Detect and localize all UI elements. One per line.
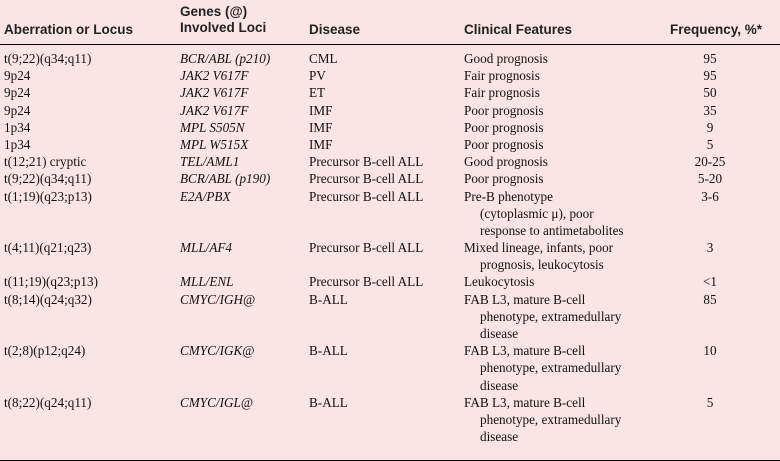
genes-cell: CMYC/IGK@ xyxy=(180,343,255,359)
genes-cell: CMYC/IGL@ xyxy=(180,394,253,410)
header-clinical-features: Clinical Features xyxy=(464,22,573,37)
clinical-feature-line: response to antimetabolites xyxy=(480,222,624,238)
clinical-feature-line: FAB L3, mature B-cell xyxy=(464,343,586,359)
clinical-features-cell xyxy=(464,102,664,119)
aberration-cell: t(12;21) cryptic xyxy=(4,154,87,170)
clinical-feature-line: Poor prognosis xyxy=(464,171,544,187)
header-aberration: Aberration or Locus xyxy=(4,22,134,37)
frequency-cell: 95 xyxy=(703,68,717,84)
clinical-features-cell xyxy=(464,67,664,84)
table-row xyxy=(0,67,780,84)
header-genes: Genes (@) Involved Loci xyxy=(180,4,267,35)
disease-cell: PV xyxy=(309,68,326,84)
aberration-cell: t(11;19)(q23;p13) xyxy=(4,274,99,290)
disease-cell: ET xyxy=(309,85,326,101)
frequency-cell: 10 xyxy=(703,343,717,359)
clinical-feature-line: phenotype, extramedullary xyxy=(480,412,622,428)
clinical-feature-line: (cytoplasmic μ), poor xyxy=(480,205,594,221)
clinical-features-cell xyxy=(464,273,664,290)
clinical-features-cell xyxy=(464,291,664,343)
frequency-cell: 5-20 xyxy=(697,171,723,187)
aberration-cell: t(9;22)(q34;q11) xyxy=(4,171,92,187)
clinical-feature-line: Mixed lineage, infants, poor xyxy=(464,240,614,256)
frequency-cell: 20-25 xyxy=(694,154,726,170)
frequency-cell: 85 xyxy=(703,291,717,307)
genes-cell: E2A/PBX xyxy=(180,188,231,204)
table-row xyxy=(0,188,780,240)
frequency-cell: <1 xyxy=(702,274,718,290)
clinical-feature-line: Poor prognosis xyxy=(464,102,544,118)
clinical-feature-line: prognosis, leukocytosis xyxy=(480,257,604,273)
frequency-cell: 50 xyxy=(703,85,717,101)
table-row xyxy=(0,239,780,273)
aberration-cell: t(4;11)(q21;q23) xyxy=(4,240,92,256)
disease-cell: Precursor B-cell ALL xyxy=(309,274,424,290)
clinical-feature-line: Poor prognosis xyxy=(464,136,544,152)
aberration-cell: t(8;22)(q24;q11) xyxy=(4,394,92,410)
genes-cell: CMYC/IGH@ xyxy=(180,291,256,307)
table-row xyxy=(0,394,780,446)
clinical-features-cell xyxy=(464,188,664,240)
clinical-features-cell xyxy=(464,50,664,67)
table-body xyxy=(0,50,780,445)
disease-cell: Precursor B-cell ALL xyxy=(309,171,424,187)
genes-cell: JAK2 V617F xyxy=(180,85,249,101)
table-row xyxy=(0,50,780,67)
genes-cell: MLL/ENL xyxy=(180,274,234,290)
genes-cell: JAK2 V617F xyxy=(180,68,249,84)
frequency-cell: 35 xyxy=(703,102,717,118)
genes-cell: BCR/ABL (p210) xyxy=(180,51,271,66)
table-row xyxy=(0,273,780,290)
frequency-cell: 3 xyxy=(706,240,714,256)
disease-cell: Precursor B-cell ALL xyxy=(309,240,424,256)
aberration-cell: t(2;8)(p12;q24) xyxy=(4,343,86,359)
clinical-feature-line: Poor prognosis xyxy=(464,119,544,135)
clinical-features-cell xyxy=(464,84,664,101)
clinical-feature-line: Pre-B phenotype xyxy=(464,188,553,204)
frequency-cell: 5 xyxy=(706,136,714,152)
disease-cell: IMF xyxy=(309,102,333,118)
frequency-cell: 3-6 xyxy=(701,188,719,204)
header-disease: Disease xyxy=(309,22,361,37)
table-header xyxy=(0,0,780,45)
disease-cell: B-ALL xyxy=(309,343,348,359)
clinical-features-cell xyxy=(464,394,664,446)
clinical-feature-line: Fair prognosis xyxy=(464,68,540,84)
disease-cell: Precursor B-cell ALL xyxy=(309,188,424,204)
disease-cell: Precursor B-cell ALL xyxy=(309,154,424,170)
clinical-features-cell xyxy=(464,342,664,394)
aberration-cell: t(1;19)(q23;p13) xyxy=(4,188,92,204)
table-row xyxy=(0,119,780,136)
table-row xyxy=(0,291,780,343)
clinical-feature-line: FAB L3, mature B-cell xyxy=(464,291,586,307)
genes-cell: JAK2 V617F xyxy=(180,102,249,118)
clinical-features-cell xyxy=(464,119,664,136)
aberration-cell: 1p34 xyxy=(4,119,31,135)
aberration-cell: t(9;22)(q34;q11) xyxy=(4,51,92,66)
table-row xyxy=(0,153,780,170)
aberration-cell: t(8;14)(q24;q32) xyxy=(4,291,92,307)
disease-cell: B-ALL xyxy=(309,394,348,410)
frequency-cell: 5 xyxy=(706,394,714,410)
aberration-cell: 9p24 xyxy=(4,85,31,101)
frequency-cell: 9 xyxy=(706,119,714,135)
clinical-features-cell xyxy=(464,170,664,187)
disease-cell: CML xyxy=(309,51,338,66)
clinical-feature-line: disease xyxy=(480,429,519,445)
aberration-cell: 9p24 xyxy=(4,68,31,84)
clinical-feature-line: FAB L3, mature B-cell xyxy=(464,394,586,410)
header-frequency: Frequency, %* xyxy=(670,22,763,37)
clinical-feature-line: Good prognosis xyxy=(464,51,548,66)
clinical-feature-line: phenotype, extramedullary xyxy=(480,360,622,376)
table-row xyxy=(0,102,780,119)
genes-cell: TEL/AML1 xyxy=(180,154,240,170)
clinical-feature-line: disease xyxy=(480,377,519,393)
table-row xyxy=(0,136,780,153)
clinical-feature-line: phenotype, extramedullary xyxy=(480,308,622,324)
genes-cell: BCR/ABL (p190) xyxy=(180,171,271,187)
disease-cell: B-ALL xyxy=(309,291,348,307)
aberration-cell: 1p34 xyxy=(4,136,31,152)
table-row xyxy=(0,170,780,187)
aberration-cell: 9p24 xyxy=(4,102,31,118)
clinical-feature-line: disease xyxy=(480,326,519,342)
genes-cell: MPL S505N xyxy=(180,119,245,135)
table-row xyxy=(0,342,780,394)
clinical-features-cell xyxy=(464,239,664,273)
table-row xyxy=(0,84,780,101)
disease-cell: IMF xyxy=(309,119,333,135)
clinical-feature-line: Fair prognosis xyxy=(464,85,540,101)
clinical-feature-line: Good prognosis xyxy=(464,154,548,170)
frequency-cell: 95 xyxy=(703,51,717,66)
clinical-features-cell xyxy=(464,153,664,170)
genes-cell: MPL W515X xyxy=(180,136,249,152)
genes-cell: MLL/AF4 xyxy=(180,240,233,256)
clinical-feature-line: Leukocytosis xyxy=(464,274,535,290)
clinical-features-cell xyxy=(464,136,664,153)
disease-cell: IMF xyxy=(309,136,333,152)
